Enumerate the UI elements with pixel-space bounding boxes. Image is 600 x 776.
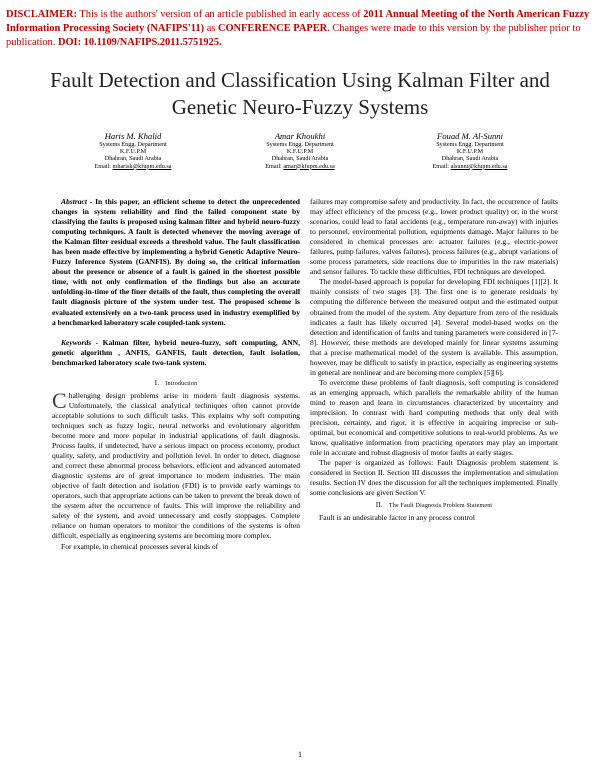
author-name: Fouad M. Al-Sunni <box>437 131 503 141</box>
author-name: Amar Khoukhi <box>274 131 326 141</box>
author-inst: K.F.U.P.M <box>286 148 314 156</box>
abstract-label: Abstract <box>61 197 87 206</box>
section-heading-1 <box>52 378 300 389</box>
section-title: Introduction <box>165 380 198 387</box>
keywords <box>52 338 300 368</box>
author-inst: K.F.U.P.M <box>119 148 147 156</box>
disclaimer-text-1: This is the authors' version of an article published in early access of <box>77 9 364 20</box>
disclaimer-text-2: as <box>204 23 218 34</box>
body-paragraph-2: The model-based approach is popular for developing FDI techniques [1][2]. It mainly consists of two stages [3]. The first one is to generate residuals by computing the difference between the measured output and the estimated output obtained from the model of the system. Any departure from zero of the residuals indicates a fault has likely occurred [4]. Several model-based works on the detection and identification of faults and tuning parameters were considered in [7-8]. However, these methods are developed mainly for linear systems assuming that a precise mathematical model of the system is available. This assumption, however, may be difficult to satisfy in practice, especially as engineering systems in general are nonlinear and are becoming more complex [5][6]. <box>310 277 558 377</box>
author-3 <box>385 131 555 170</box>
disclaimer-doi: DOI: 10.1109/NAFIPS.2011.5751925. <box>57 37 222 48</box>
intro-paragraph-2: For example, in chemical processes several kinds of <box>61 541 219 551</box>
intro-paragraph-1 <box>52 387 300 542</box>
left-column <box>52 197 300 552</box>
page-number: 1 <box>298 750 302 759</box>
section-title: The Fault Diagnosis Problem Statement <box>388 503 493 510</box>
section-number: II. <box>375 501 383 510</box>
body-paragraph-5: Fault is an undesirable factor in any process control <box>319 513 475 523</box>
author-dept: Systems Engg. Department <box>266 141 334 148</box>
author-city: Dhahran, Saudi Arabia <box>441 155 499 163</box>
author-city: Dhahran, Saudi Arabia <box>271 155 329 163</box>
drop-cap: C <box>52 387 67 413</box>
author-2 <box>215 131 385 170</box>
body-paragraph-3: To overcome these problems of fault diagnosis, soft computing is considered as an emerging approach, which parallels the remarkable ability of the human mind to reason and learn in circumstances characterized by uncertainty and imprecision. In contrast with hard computing methods that only deal with precision, certainty, and rigor, it is effective in acquiring imprecise or sub-optimal, but economical and competitive solutions to real-world problems. As we know, qualitative information from practicing operators may play an important role in accurate and robust diagnosis of motor faults at early stages. <box>310 377 558 458</box>
section-heading-2 <box>310 500 558 511</box>
author-dept: Systems Engg. Department <box>99 141 167 148</box>
disclaimer-type: CONFERENCE PAPER <box>217 23 328 34</box>
abstract <box>52 197 300 328</box>
author-email-link[interactable]: amar@kfupm.edu.sa <box>283 162 335 170</box>
abstract-text: - In this paper, an efficient scheme to detect the unprecedented changes in system reliability and find the failed component state by classifying the faults is proposed using kalman filter and hybrid neuro-fuzzy computing techniques. A fault is detected whenever the moving average of the Kalman filter residual exceeds a threshold value. The fault classification has been made effective by implementing a hybrid Genetic Adaptive Neuro-Fuzzy Inference System (GANFIS). By doing so, the critical information about the presence or absence of a fault is gained in the shortest possible time, with not only confirmation of the findings but also an accurate unfolding-in-time of the finer details of the fault, thus completing the overall fault diagnosis picture of the system under test. The proposed scheme is evaluated extensively on a two-tank process used in industry exemplified by a benchmarked laboratory scale coupled-tank system. <box>52 197 300 327</box>
author-email-label: Email: <box>94 162 111 170</box>
paper-title: Fault Detection and Classification Using Kalman Filter and Genetic Neuro-Fuzzy Systems <box>50 68 550 119</box>
author-email-label: Email: <box>432 162 450 170</box>
intro-text-1: hallenging design problems arise in modern fault diagnosis systems. Unfortunately, the classical analytical techniques often cannot provide acceptable solutions to such difficult tasks. This explains why soft computing techniques such as fuzzy logic, neural networks and evolutionary algorithm become more and more popular in industrial applications of fault diagnosis. Process faults, if undetected, have a serious impact on process economy, product quality, safety, and productivity and pollution level. In order to detect, diagnose and correct these abnormal process behaviors, efficient and advanced automated diagnostic systems are of great importance to modern industries. The main objective of fault detection and isolation (FDI) is to provide early warnings to operators, such that appropriate actions can be taken to prevent the break down of the system after the occurrence of faults. This will improve the reliability and safety of the system, and avoid unnecessary and costly stoppages. Complete reliance on human operators to monitor the conditions of the systems is often difficult, especially as engineering systems are becoming more complex. <box>52 390 300 541</box>
author-email-link[interactable]: alsunni@kfupm.edu.sa <box>450 162 508 170</box>
body-paragraph-4: The paper is organized as follows: Fault Diagnosis problem statement is considered in Section II. Section III discusses the implementation and simulation results. Section IV does the discussion for all the techniques implemented. Finally some conclusions are given Section V. <box>310 458 558 498</box>
author-email-link[interactable]: mharisk@kfupm.edu.sa <box>112 162 172 170</box>
right-column <box>310 197 558 524</box>
keywords-text: - Kalman filter, hybrid neuro-fuzzy, soft computing, ANN, genetic algorithm , ANFIS, GANFIS, fault detection, fault isolation, benchmarked laboratory scale two-tank system. <box>52 337 300 367</box>
author-1 <box>48 131 218 170</box>
disclaimer-label: DISCLAIMER: <box>6 9 78 20</box>
author-name: Haris M. Khalid <box>104 131 162 141</box>
author-inst: K.F.U.P.M <box>456 148 484 156</box>
disclaimer-text-3: . Changes were made to this version by the publisher prior to publication. <box>6 23 581 48</box>
author-dept: Systems Engg. Department <box>436 141 504 148</box>
keywords-label: Keywords <box>61 337 92 347</box>
disclaimer-event: 2011 Annual Meeting of the North American Fuzzy Information Processing Society (NAFIPS'11) <box>6 9 590 34</box>
section-number: I. <box>154 378 160 387</box>
body-paragraph-1: failures may compromise safety and productivity. In fact, the occurrence of faults may affect efficiency of the process (e.g., lower product quality) or, in the worst scenarios, could lead to fatal accidents (e.g., temperature run-away) with injuries to personnel, environmental pollution, equipments damage. Major failures to be considered in chemical processes are: actuator failures (e.g., electric-power failures, pump failures, valves failures), process failures (e.g., abrupt variations of some process parameters, side reactions due to impurities in the raw materials) and sensor failures. To tackle these difficulties, FDI techniques are developed. <box>310 197 558 277</box>
author-city: Dhahran, Saudi Arabia <box>104 155 162 163</box>
disclaimer <box>6 8 594 50</box>
author-email-label: Email: <box>265 162 282 170</box>
